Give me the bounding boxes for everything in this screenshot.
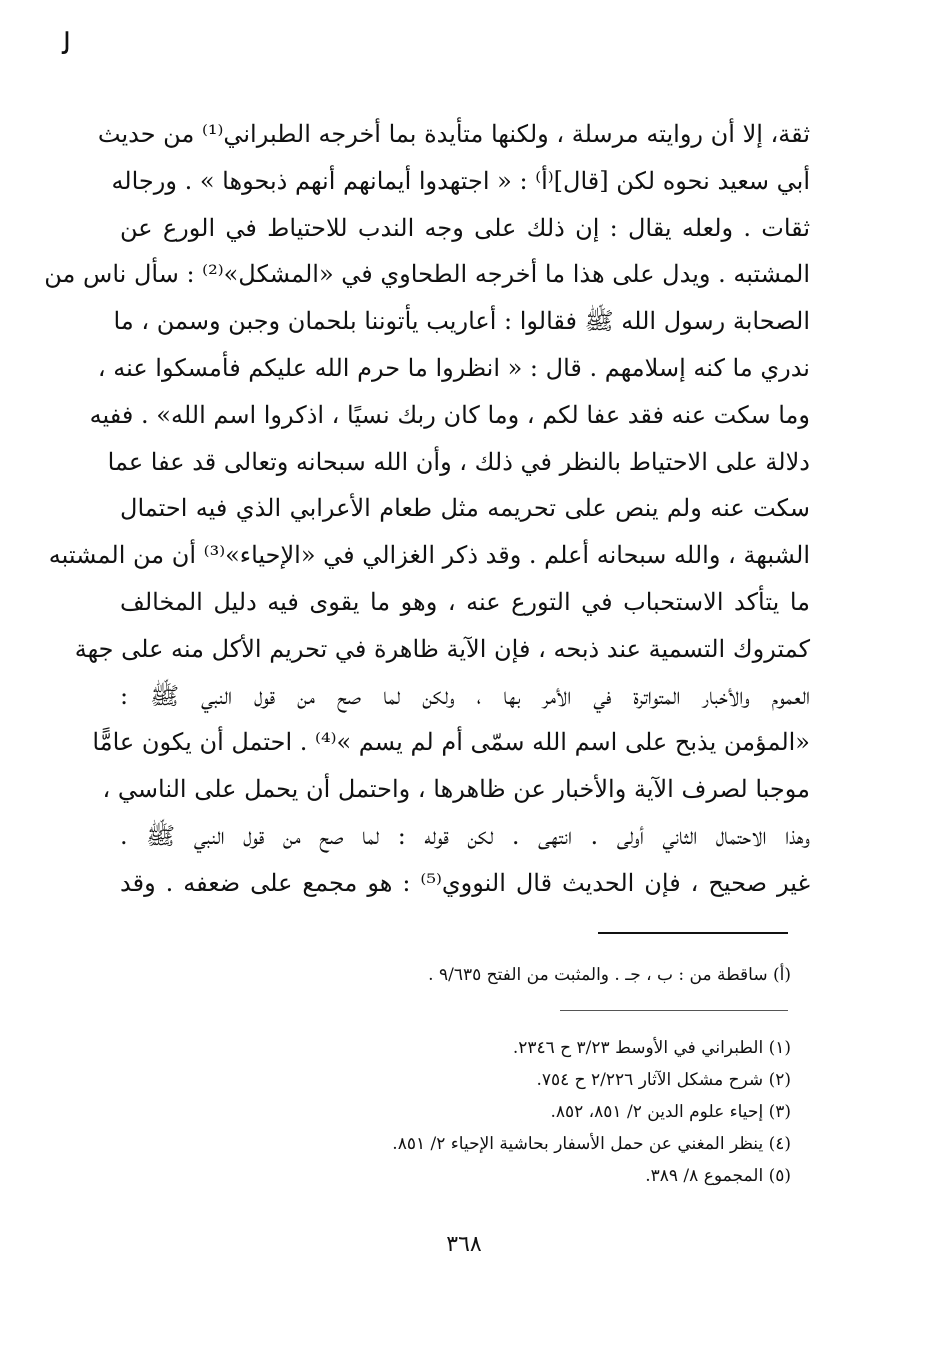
- text-line: ثقة، إلا أن روايته مرسلة ، ولكنها متأيدة بما أخرجه الطبراني⁽¹⁾ من حديث: [97, 120, 810, 148]
- text-line: «المؤمن يذبح على اسم الله سمّى أم لم يسم »⁽⁴⁾ . احتمل أن يكون عامًّا: [92, 728, 810, 757]
- footnotes-list: [392, 1032, 791, 1192]
- text-line: المشتبه . ويدل على هذا ما أخرجه الطحاوي في «المشكل»⁽²⁾ : سأل ناس من: [44, 260, 810, 289]
- text-line: كمتروك التسمية عند ذبحه ، فإن الآية ظاهرة في تحريم الأكل منه على جهة: [74, 634, 810, 663]
- text-line: ثقات . ولعله يقال : إن ذلك على وجه الندب للاحتياط في الورع عن: [120, 213, 810, 242]
- footnote-item: (٤) ينظر المغني عن حمل الأسفار بحاشية الإحياء ٢/ ٨٥١.: [392, 1134, 791, 1154]
- footnote-item: (٣) إحياء علوم الدين ٢/ ٨٥١، ٨٥٢.: [550, 1102, 791, 1122]
- text-line: غير صحيح ، فإن الحديث قال النووي⁽⁵⁾ : هو مجمع على ضعفه . وقد: [120, 868, 811, 897]
- text-line: وهذا الاحتمال الثاني أولى . انتهى . لكن قوله : لما صح من قول النبي ﷺ .: [120, 821, 810, 850]
- text-line: أبي سعيد نحوه لكن [قال]⁽أ⁾ : « اجتهدوا أيمانهم أنهم ذبحوها » . ورجاله: [111, 166, 810, 195]
- text-line: دلالة على الاحتياط بالنظر في ذلك ، وأن الله سبحانه وتعالى قد عفا عما: [107, 447, 810, 476]
- text-line: وما سكت عنه فقد عفا لكم ، وما كان ربك نسيًا ، اذكروا اسم الله» . ففيه: [89, 400, 810, 429]
- text-line: سكت عنه ولم ينص على تحريمه مثل طعام الأعرابي الذي فيه احتمال: [120, 494, 810, 523]
- text-line: موجبا لصرف الآية والأخبار عن ظاهرها ، واحتمل أن يحمل على الناسي ،: [102, 775, 810, 804]
- variant-footnote: (أ) ساقطة من : ب ، جـ . والمثبت من الفتح ٩/٦٣٥ .: [428, 965, 791, 985]
- text-line: العموم والأخبار المتواترة في الأمر بها ، ولكن لما صح من قول النبي ﷺ :: [120, 681, 810, 710]
- main-text-block: [44, 111, 811, 907]
- text-line: ندري ما كنه إسلامهم . قال : « انظروا ما حرم الله عليكم فأمسكوا عنه ،: [97, 353, 810, 382]
- footnote-item: (١) الطبراني في الأوسط ٣/٢٣ ح ٢٣٤٦.: [512, 1038, 791, 1058]
- text-line: ما يتأكد الاستحباب في التورع عنه ، وهو ما يقوى فيه دليل المخالف: [120, 587, 810, 616]
- text-line: الصحابة رسول الله ﷺ فقالوا : أعاريب يأتوننا بلحمان وجبن وسمن ، ما: [113, 307, 810, 336]
- page-corner-mark: ﻟ: [62, 27, 72, 62]
- page-number: ٣٦٨: [446, 1232, 482, 1257]
- text-line: الشبهة ، والله سبحانه أعلم . وقد ذكر الغزالي في «الإحياء»⁽³⁾ أن من المشتبه: [48, 541, 810, 570]
- footnote-item: (٥) المجموع ٨/ ٣٨٩.: [645, 1166, 791, 1186]
- footnote-item: (٢) شرح مشكل الآثار ٢/٢٢٦ ح ٧٥٤.: [536, 1070, 791, 1090]
- text-footnote-divider: [598, 932, 788, 934]
- footnote-divider: [560, 1010, 788, 1011]
